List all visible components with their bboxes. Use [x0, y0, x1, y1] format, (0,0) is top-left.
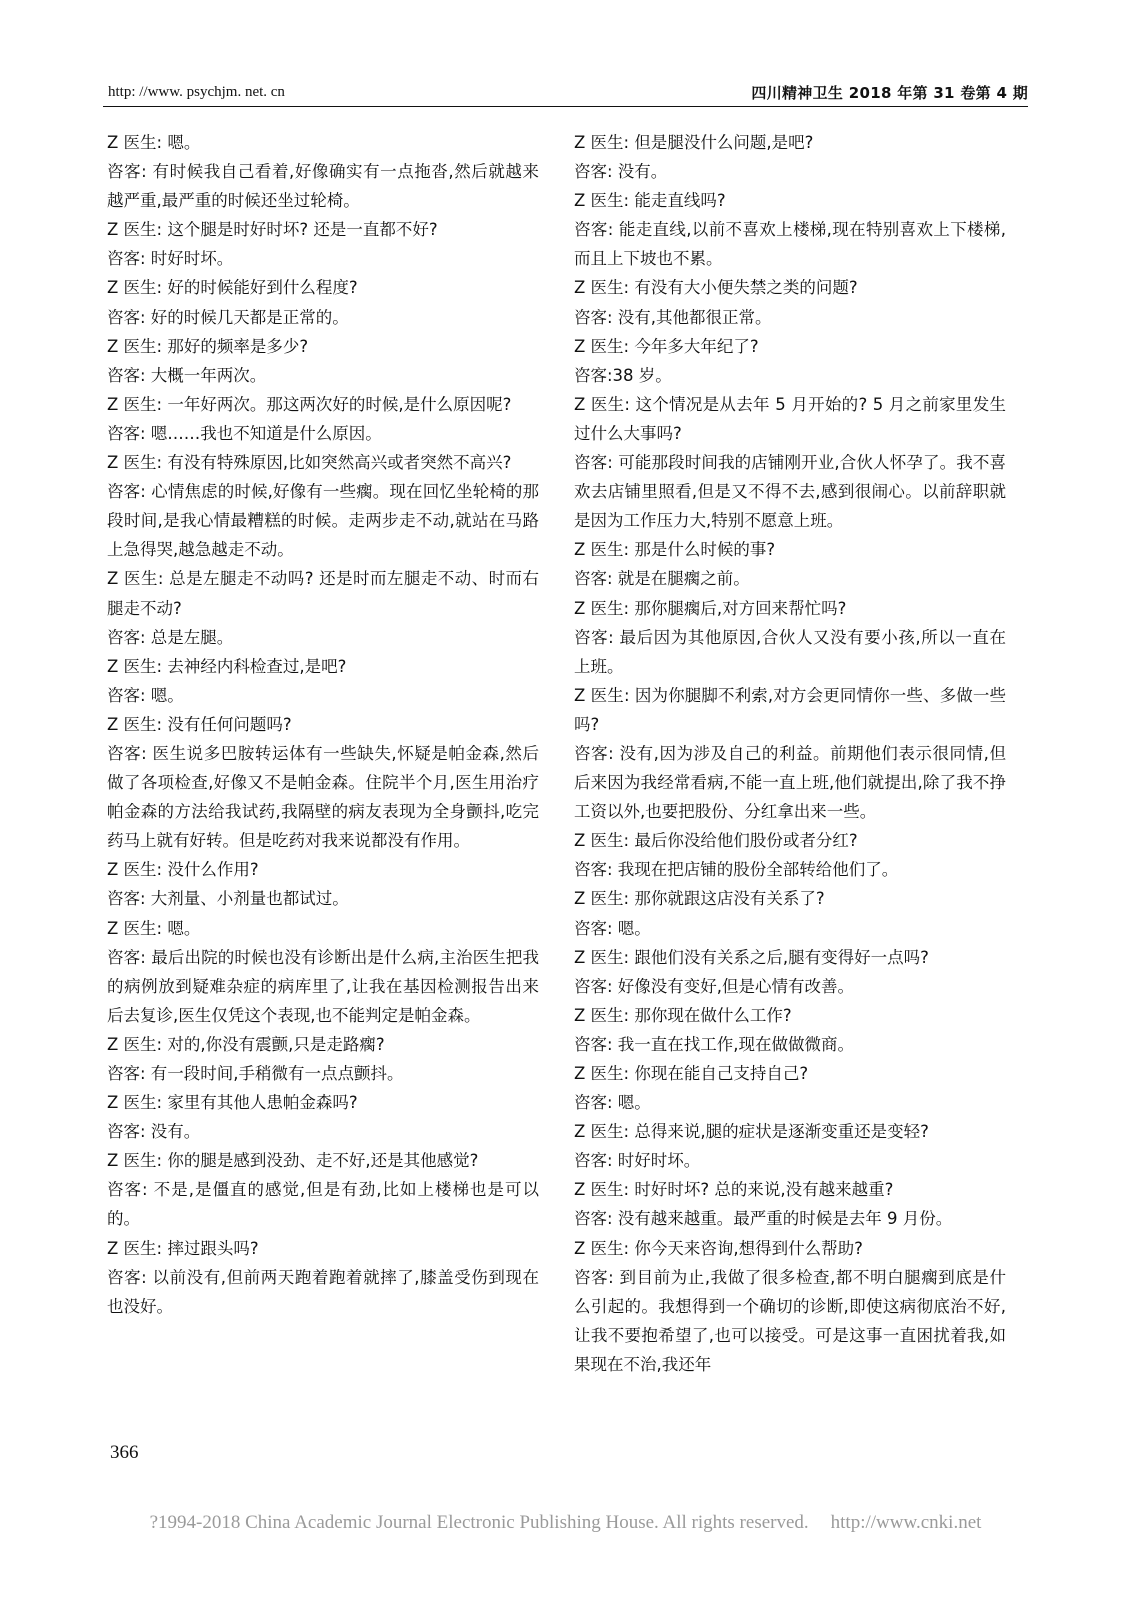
dialogue-line: Z 医生: 那好的频率是多少? [107, 336, 309, 356]
dialogue-line: 咨客: 有一段时间,手稍微有一点点颤抖。 [107, 1064, 404, 1083]
header-url: http: //www. psychjm. net. cn [108, 84, 285, 100]
dialogue-line: 咨客: 可能那段时间我的店铺刚开业,合伙人怀孕了。我不喜欢去店铺里照看,但是又不得不去,感到很闹心。以前辞职就是因为工作压力大,特别不愿意上班。 [574, 453, 1006, 531]
footer [0, 1512, 1131, 1534]
dialogue-line: Z 医生: 但是腿没什么问题,是吧? [574, 133, 814, 152]
journal-title: 四川精神卫生 2018 年第 31 卷第 4 期 [751, 84, 1028, 102]
dialogue-line: 咨客: 嗯……我也不知道是什么原因。 [107, 423, 382, 443]
page-number: 366 [110, 1442, 139, 1463]
footer-site-link[interactable]: http://www.cnki.net [830, 1512, 982, 1533]
dialogue-line: 咨客: 心情焦虑的时候,好像有一些瘸。现在回忆坐轮椅的那段时间,是我心情最糟糕的时候。走两步走不动,就站在马路上急得哭,越急越走不动。 [107, 482, 539, 560]
dialogue-line: 咨客: 好像没有变好,但是心情有改善。 [574, 976, 855, 996]
dialogue-line: Z 医生: 没什么作用? [107, 860, 259, 880]
header-divider [103, 106, 1028, 107]
dialogue-line: 咨客: 没有。 [107, 1122, 201, 1142]
dialogue-line: Z 医生: 对的,你没有震颤,只是走路瘸? [107, 1034, 385, 1054]
dialogue-line: Z 医生: 你今天来咨询,想得到什么帮助? [574, 1238, 863, 1258]
dialogue-line: Z 医生: 家里有其他人患帕金森吗? [107, 1093, 358, 1113]
dialogue-line: 咨客: 最后出院的时候也没有诊断出是什么病,主治医生把我的病例放到疑难杂症的病库里了,让我在基因检测报告出来后去复诊,医生仅凭这个表现,也不能判定是帕金森。 [107, 947, 539, 1025]
dialogue-line: Z 医生: 那你现在做什么工作? [574, 1005, 792, 1025]
dialogue-line: Z 医生: 能走直线吗? [574, 191, 726, 211]
dialogue-line: 咨客: 大概一年两次。 [107, 365, 267, 385]
dialogue-line: 咨客: 最后因为其他原因,合伙人又没有要小孩,所以一直在上班。 [574, 627, 1006, 676]
dialogue-line: 咨客: 嗯。 [574, 918, 651, 938]
dialogue-line: Z 医生: 最后你没给他们股份或者分红? [574, 831, 858, 851]
dialogue-line: Z 医生: 因为你腿脚不利索,对方会更同情你一些、多做一些吗? [574, 685, 1006, 734]
dialogue-line: Z 医生: 有没有大小便失禁之类的问题? [574, 278, 858, 298]
dialogue-line: 咨客: 没有越来越重。最严重的时候是去年 9 月份。 [574, 1209, 953, 1229]
dialogue-line: 咨客: 大剂量、小剂量也都试过。 [107, 889, 349, 909]
dialogue-line: 咨客: 总是左腿。 [107, 627, 234, 647]
copyright-notice: ?1994-2018 China Academic Journal Electronic Publishing House. All rights reserved. [149, 1512, 809, 1533]
dialogue-line: Z 医生: 有没有特殊原因,比如突然高兴或者突然不高兴? [107, 453, 512, 473]
dialogue-line: 咨客: 没有,因为涉及自己的利益。前期他们表示很同情,但后来因为我经常看病,不能一直上班,他们就提出,除了我不挣工资以外,也要把股份、分红拿出来一些。 [574, 743, 1006, 822]
dialogue-line: Z 医生: 你的腿是感到没劲、走不好,还是其他感觉? [107, 1151, 479, 1171]
dialogue-line: Z 医生: 去神经内科检查过,是吧? [107, 656, 347, 676]
dialogue-line: 咨客:38 岁。 [574, 365, 672, 385]
dialogue-line: Z 医生: 今年多大年纪了? [574, 336, 759, 356]
dialogue-line: 咨客: 好的时候几天都是正常的。 [107, 307, 349, 327]
dialogue-line: Z 医生: 那你就跟这店没有关系了? [574, 889, 825, 909]
dialogue-line: 咨客: 时好时坏。 [107, 249, 234, 269]
dialogue-line: 咨客: 嗯。 [107, 685, 184, 705]
dialogue-line: Z 医生: 总是左腿走不动吗? 还是时而左腿走不动、时而右腿走不动? [107, 569, 539, 618]
dialogue-line: Z 医生: 这个情况是从去年 5 月开始的? 5 月之前家里发生过什么大事吗? [574, 394, 1006, 443]
dialogue-line: Z 医生: 没有任何问题吗? [107, 714, 292, 734]
dialogue-line: 咨客: 没有,其他都很正常。 [574, 307, 772, 327]
dialogue-line: Z 医生: 嗯。 [107, 133, 201, 152]
left-column [107, 128, 539, 1321]
dialogue-line: 咨客: 有时候我自己看着,好像确实有一点拖沓,然后就越来越严重,最严重的时候还坐过轮椅。 [107, 162, 539, 211]
dialogue-line: 咨客: 嗯。 [574, 1093, 651, 1113]
right-column [574, 128, 1006, 1379]
dialogue-line: Z 医生: 这个腿是时好时坏? 还是一直都不好? [107, 220, 438, 240]
dialogue-line: 咨客: 没有。 [574, 162, 668, 182]
dialogue-line: Z 医生: 一年好两次。那这两次好的时候,是什么原因呢? [107, 394, 512, 414]
dialogue-line: 咨客: 以前没有,但前两天跑着跑着就摔了,膝盖受伤到现在也没好。 [107, 1267, 539, 1316]
dialogue-line: 咨客: 能走直线,以前不喜欢上楼梯,现在特别喜欢上下楼梯,而且上下坡也不累。 [574, 220, 1006, 269]
dialogue-line: 咨客: 我现在把店铺的股份全部转给他们了。 [574, 860, 899, 880]
dialogue-line: Z 医生: 那是什么时候的事? [574, 540, 776, 560]
dialogue-line: 咨客: 时好时坏。 [574, 1151, 701, 1171]
dialogue-line: 咨客: 我一直在找工作,现在做做微商。 [574, 1034, 855, 1054]
dialogue-line: Z 医生: 时好时坏? 总的来说,没有越来越重? [574, 1180, 894, 1200]
dialogue-line: Z 医生: 好的时候能好到什么程度? [107, 278, 358, 298]
dialogue-line: Z 医生: 你现在能自己支持自己? [574, 1064, 809, 1083]
dialogue-line: 咨客: 医生说多巴胺转运体有一些缺失,怀疑是帕金森,然后做了各项检查,好像又不是帕金森。住院半个月,医生用治疗帕金森的方法给我试药,我隔壁的病友表现为全身颤抖,吃完药马上就有好转。但是吃药对我来说都没有作用。 [107, 743, 539, 851]
dialogue-line: Z 医生: 嗯。 [107, 918, 201, 938]
dialogue-line: Z 医生: 总得来说,腿的症状是逐渐变重还是变轻? [574, 1122, 929, 1142]
dialogue-line: 咨客: 就是在腿瘸之前。 [574, 569, 750, 589]
dialogue-line: 咨客: 不是,是僵直的感觉,但是有劲,比如上楼梯也是可以的。 [107, 1180, 539, 1229]
dialogue-line: 咨客: 到目前为止,我做了很多检查,都不明白腿瘸到底是什么引起的。我想得到一个确切的诊断,即使这病彻底治不好,让我不要抱希望了,也可以接受。可是这事一直困扰着我,如果现在不治,我还年 [574, 1267, 1006, 1374]
dialogue-line: Z 医生: 跟他们没有关系之后,腿有变得好一点吗? [574, 947, 929, 967]
dialogue-line: Z 医生: 那你腿瘸后,对方回来帮忙吗? [574, 598, 847, 618]
dialogue-line: Z 医生: 摔过跟头吗? [107, 1238, 259, 1258]
